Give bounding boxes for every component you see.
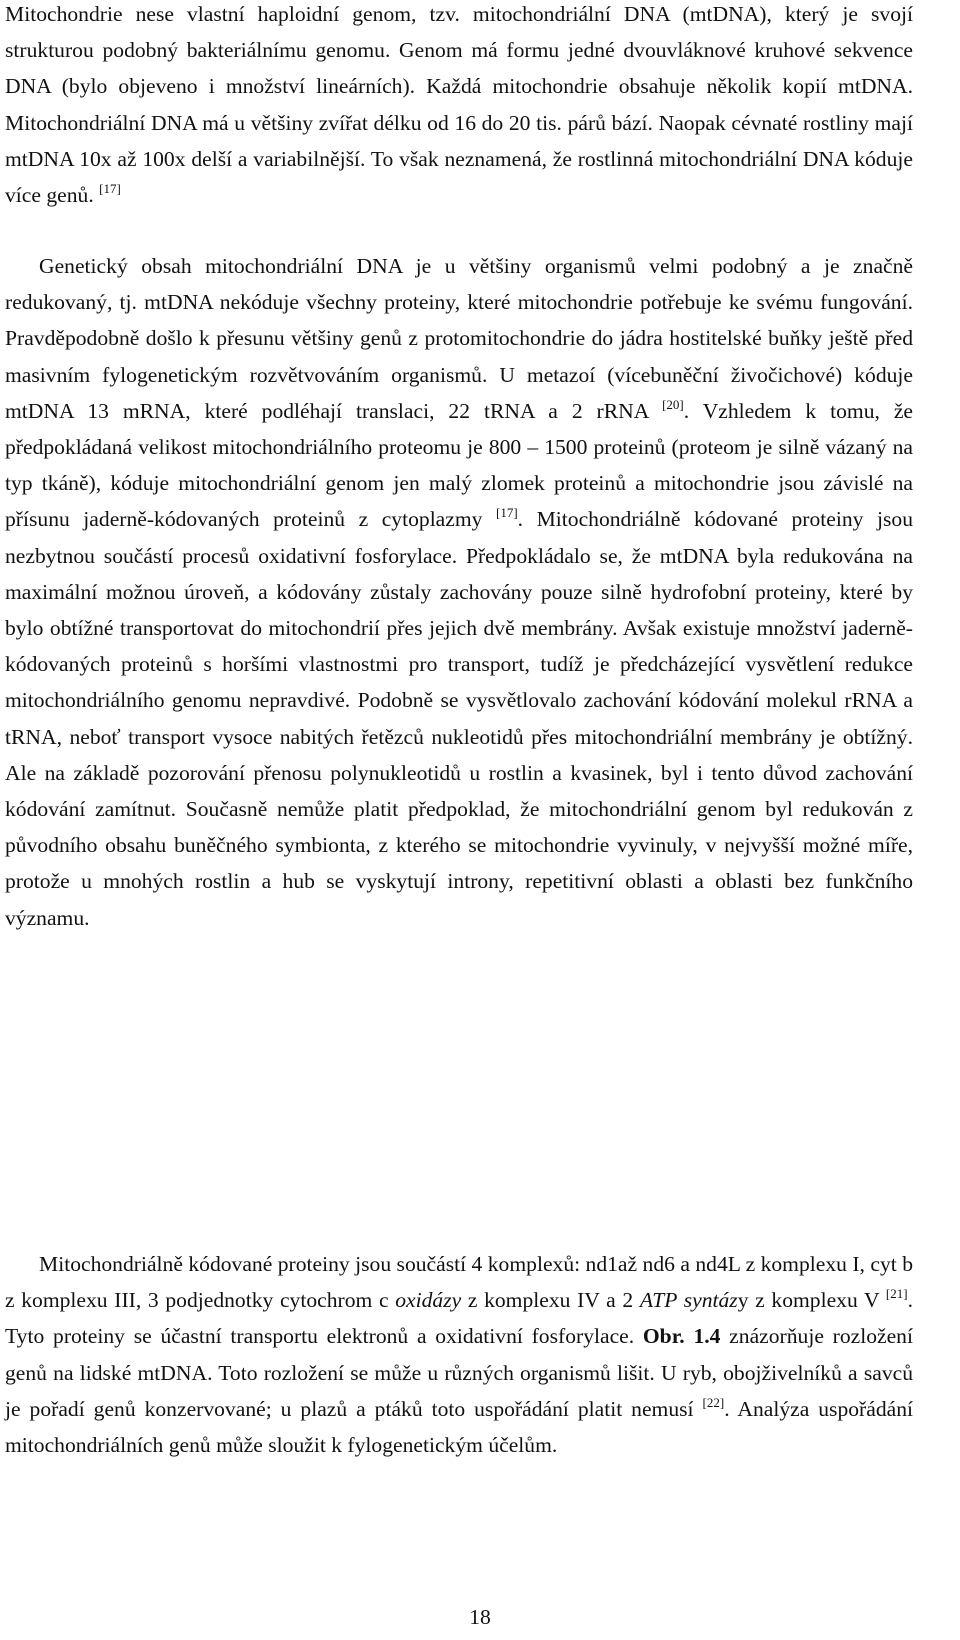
text-segment: Mitochondrie nese vlastní haploidní genom, tzv. mitochondriální DNA (mtDNA), který je svojí strukturou podobný bakteriálnímu genomu. Genom má formu jedné dvouvláknové kruhové sekvence DNA (bylo objeveno i množství lineárních). Každá mitochondrie obsahuje několik kopií mtDNA. Mitochondriální DNA má u většiny zvířat délku od 16 do 20 tis. párů bází. Naopak cévnaté rostliny mají mtDNA 10x až 100x delší a variabilnější. To však neznamená, že rostlinná mitochondriální DNA kóduje více genů. — [5, 2, 913, 208]
text-segment: . Mitochondriálně kódované proteiny jsou nezbytnou součástí procesů oxidativní fosforylace. Předpokládalo se, že mtDNA byla redukována na maximální možnou úroveň, a kódovány zůstaly zachovány pouze silně hydrofobní proteiny, které by bylo obtížné transportovat do mitochondrií přes jejich dvě membrány. Avšak existuje množství jaderně-kódovaných proteinů s horšími vlastnostmi pro transport, tudíž je předcházející vysvětlení redukce mitochondriálního genomu nepravdivé. Podobně se vysvětlovalo zachování kódování molekul rRNA a tRNA, neboť transport vysoce nabitých řetězců nukleotidů přes mitochondriální membrány je obtížný. Ale na základě pozorování přenosu polynukleotidů u rostlin a kvasinek, byl i tento důvod zachování kódování zamítnut. Současně nemůže platit předpoklad, že mitochondriální genom byl redukován z původního obsahu buněčného symbionta, z kterého se mitochondrie vyvinuly, v nejvyšší možné míře, protože u mnohých rostlin a hub se vyskytují introny, repetitivní oblasti a oblasti bez funkčního významu. — [5, 507, 914, 930]
text-segment: Obr. 1.4 — [642, 1324, 721, 1349]
text-segment: Genetický obsah mitochondriální DNA je u většiny organismů velmi podobný a je značně redukovaný, tj. mtDNA nekóduje všechny proteiny, které mitochondrie potřebuje ke svému fungování. Pravděpodobně došlo k přesunu většiny genů z protomitochondrie do jádra hostitelské buňky ještě před masivním fylogenetickým rozvětvováním organismů. U metazoí (vícebuněční živočichové) kóduje mtDNA 13 mRNA, které podléhají translaci, 22 tRNA a 2 rRNA — [5, 254, 913, 423]
text-segment: y z komplexu V — [737, 1288, 886, 1313]
text-segment: . Vzhledem k tomu, že předpokládaná velikost mitochondriálního proteomu je 800 – 1500 proteinů (proteom je silně vázaný na typ tkáně), kóduje mitochondriální genom jen malý zlomek proteinů a mitochondrie jsou závislé na přísunu jaderně-kódovaných proteinů z cytoplazmy — [5, 398, 913, 532]
text-segment: . Analýza uspořádání mitochondriálních genů může sloužit k fylogenetickým účelům. — [5, 1396, 913, 1458]
paragraph-mtdna-genome — [5, 0, 913, 213]
citation-reference: [20] — [662, 396, 684, 412]
text-segment: . Tyto proteiny se účastní transportu elektronů a oxidativní fosforylace. — [5, 1288, 913, 1349]
text-segment: oxidázy — [395, 1288, 462, 1313]
text-segment: Mitochondriálně kódované proteiny jsou součástí 4 komplexů: nd1až nd6 a nd4L z komplexu I, cyt b z komplexu III, 3 podjednotky cytochrom c — [5, 1252, 913, 1313]
paragraph-genetic-content — [5, 248, 913, 936]
citation-reference: [17] — [495, 505, 518, 521]
citation-reference: [17] — [99, 181, 121, 197]
citation-reference: [21] — [885, 1286, 908, 1302]
text-segment: znázorňuje rozložení genů na lidské mtDNA. Toto rozložení se může u různých organismů lišit. U ryb, obojživelníků a savců je pořadí genů konzervované; u plazů a ptáků toto uspořádání platit nemusí — [5, 1324, 913, 1421]
paragraph-encoded-proteins — [5, 1246, 913, 1463]
text-segment: z komplexu IV a 2 — [461, 1288, 640, 1313]
text-segment: ATP syntáz — [639, 1288, 738, 1313]
citation-reference: [22] — [702, 1394, 725, 1410]
page-number: 18 — [469, 1605, 491, 1629]
